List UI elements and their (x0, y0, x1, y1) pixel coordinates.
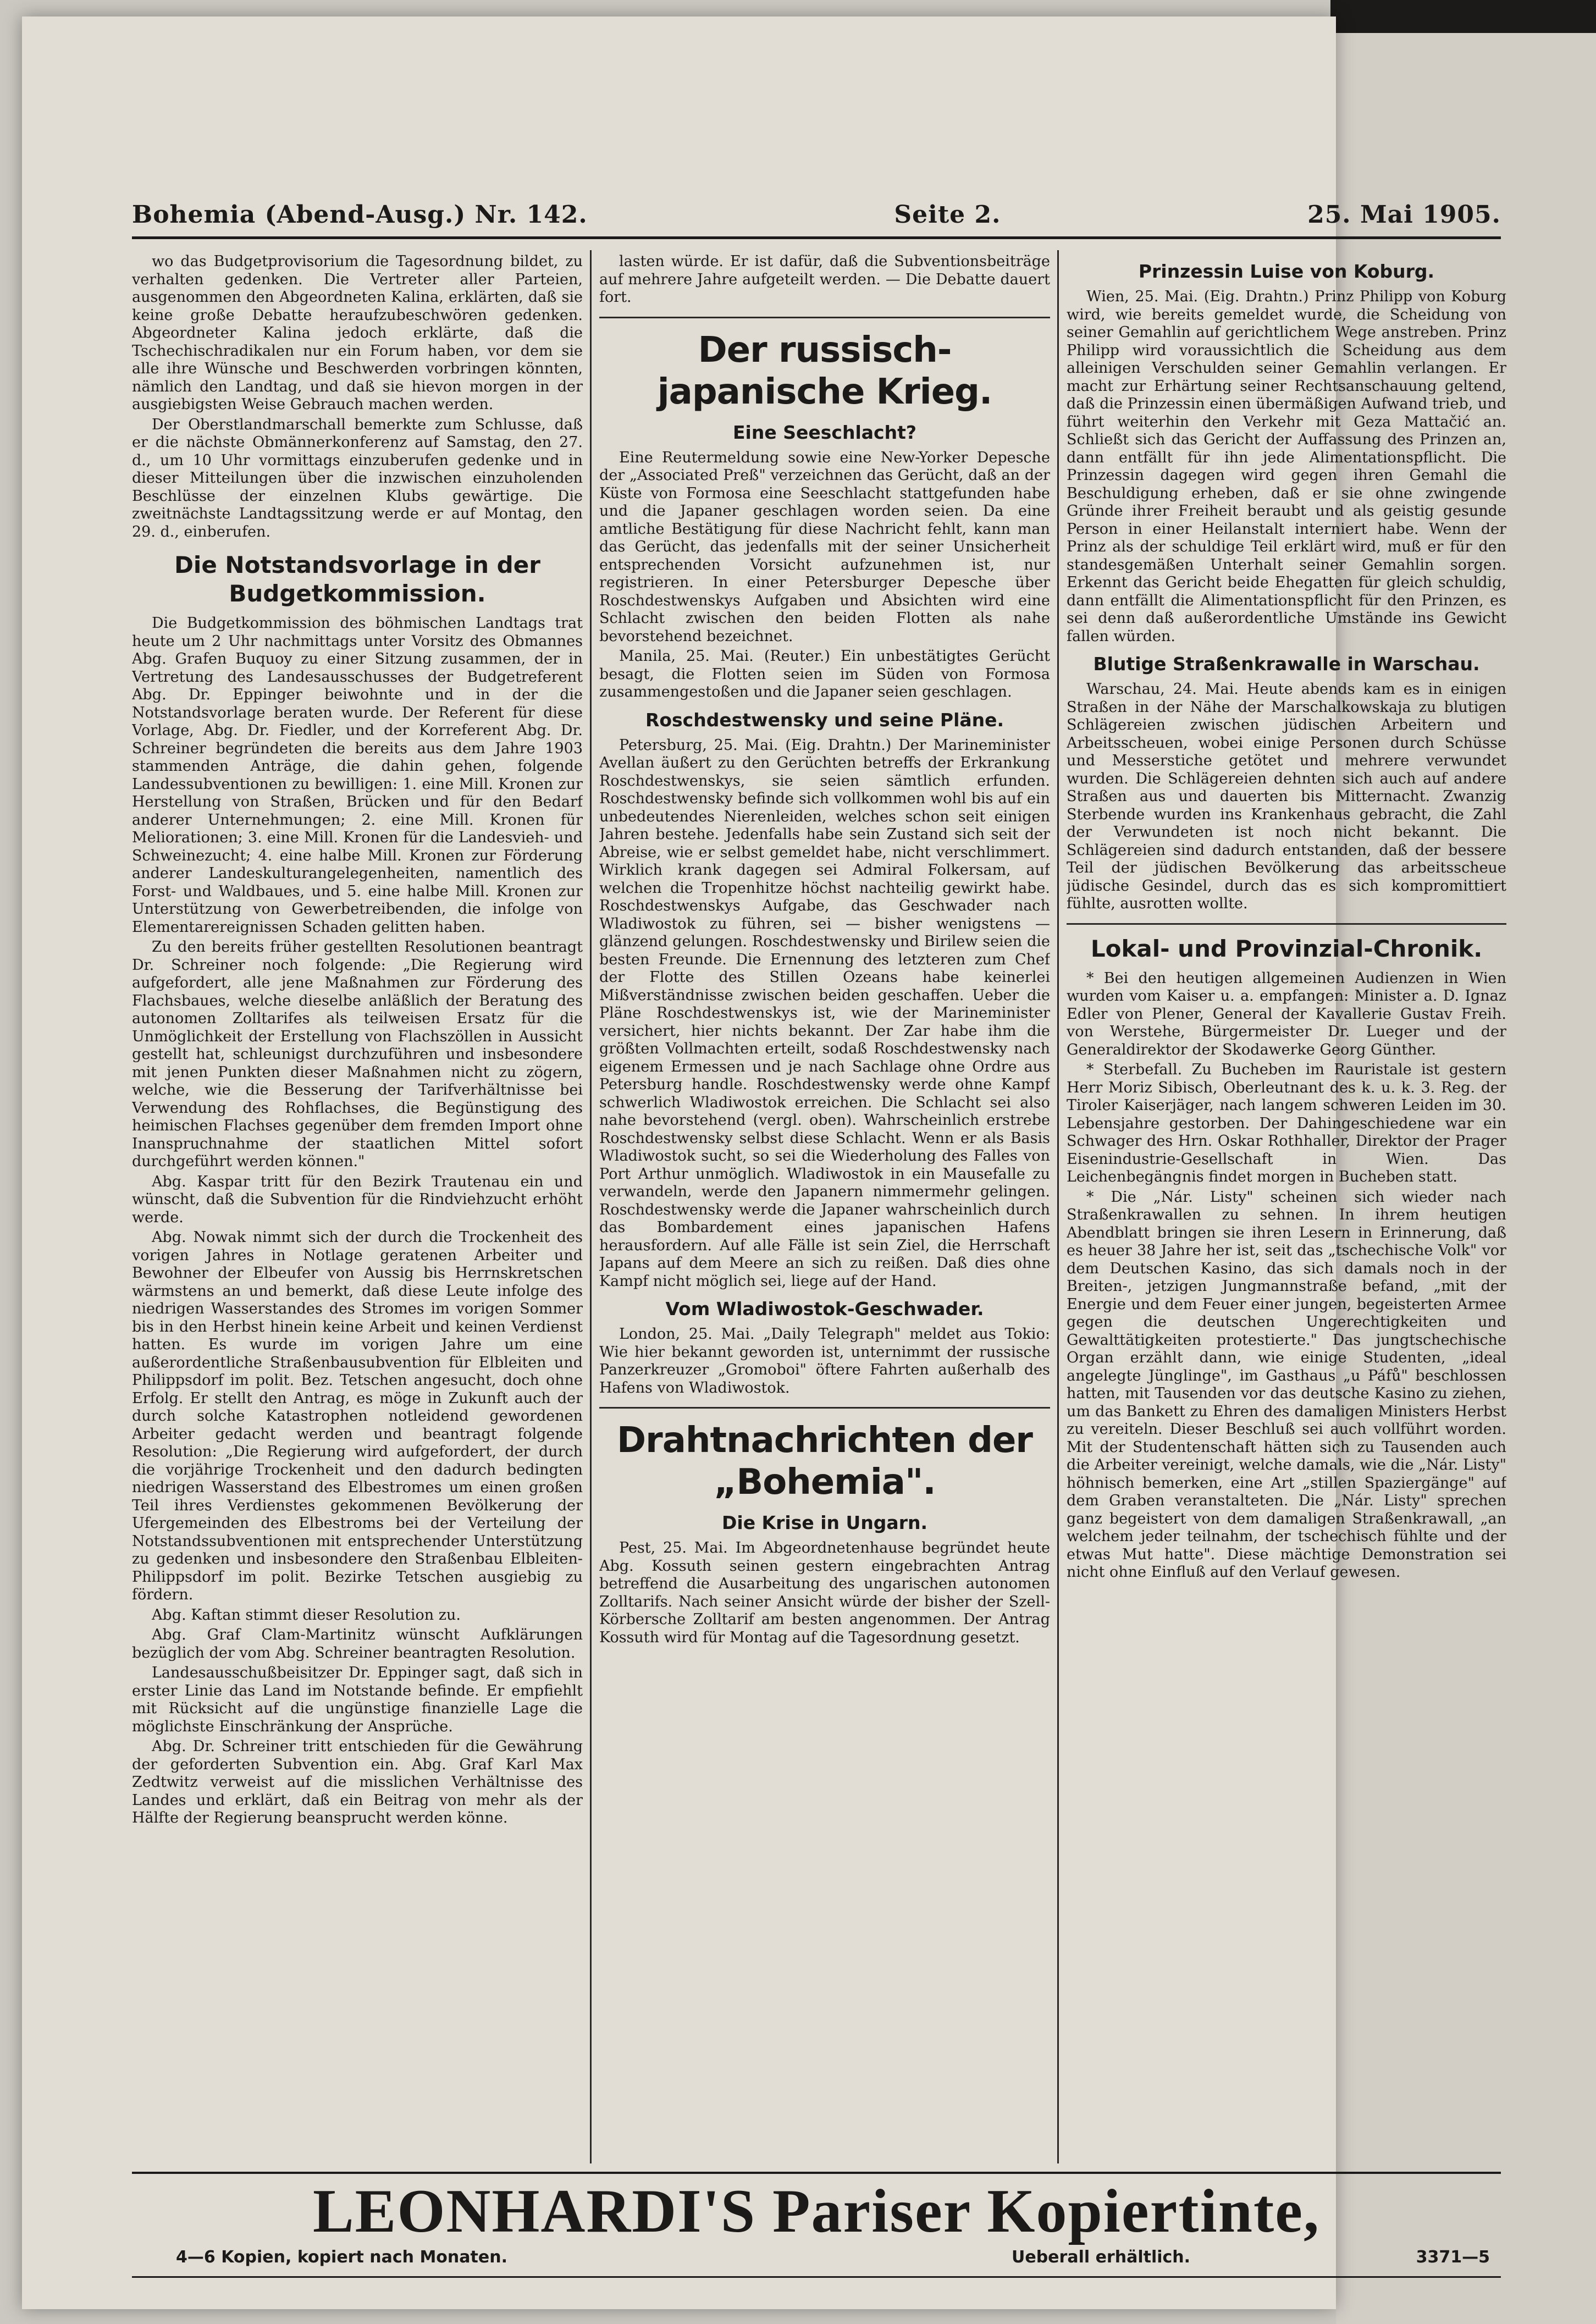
article-paragraph: wo das Budgetprovisorium die Tagesordnung bildet, zu verhalten gedenken. Die Vertreter aller Parteien, ausgenommen den Abgeordneten Kalina, erklärten, daß sie keine große Debatte heraufzubeschwören gedenken. Abgeordneter Kalina jedoch erklärte, daß die Tschechischradikalen nur ein Forum haben, vor dem sie alle ihre Wünsche und Beschwerden vorbringen könnten, nämlich den Landtag, und daß sie hievon morgen in der ausgiebigsten Weise Gebrauch machen werden. (132, 253, 583, 413)
subheading: Vom Wladiwostok-Geschwader. (665, 1298, 984, 1320)
ad-tagline: 4—6 Kopien, kopiert nach Monaten. (176, 2248, 507, 2267)
article-paragraph: lasten würde. Er ist dafür, daß die Subventionsbeiträge auf mehrere Jahre aufgeteilt werden. — Die Debatte dauert fort. (599, 253, 1050, 306)
section-rule (1067, 923, 1506, 925)
advertisement-title: LEONHARDI'S Pariser Kopiertinte, (312, 2177, 1321, 2245)
article-paragraph: Eine Reutermeldung sowie eine New-Yorker Depesche der „Associated Preß" verzeichnen das Gerücht, daß an der Küste von Formosa eine Seeschlacht stattgefunden habe und die Japaner geschlagen worden seien. Da eine amtliche Bestätigung für diese Nachricht fehlt, kann man das Gerücht, das jedenfalls mit der seiner Unsicherheit entsprechenden Vorsicht aufzunehmen ist, nur registrieren. In einer Petersburger Depesche über Roschdestwenskys Aufgaben und Absichten wird eine Schlacht zwischen den beiden Flotten als nahe bevorstehend bezeichnet. (599, 449, 1050, 645)
header-masthead: Bohemia (Abend-Ausg.) Nr. 142. (132, 200, 588, 229)
article-paragraph: Abg. Dr. Schreiner tritt entschieden für die Gewährung der geforderten Subvention ein. Abg. Graf Karl Max Zedtwitz verweist auf die misslichen Verhältnisse des Landes und erklärt, daß ein Beitrag von mehr als der Hälfte der Regierung beansprucht werden könne. (132, 1738, 583, 1826)
article-paragraph: Landesausschußbeisitzer Dr. Eppinger sagt, daß sich in erster Linie das Land im Notstande befinde. Er empfiehlt mit Rücksicht auf die ungünstige finanzielle Lage die möglichste Einschränkung der Ansprüche. (132, 1664, 583, 1735)
section-heading: Lokal- und Provinzial-Chronik. (1090, 935, 1483, 962)
article-paragraph: Abg. Graf Clam-Martinitz wünscht Aufklärungen bezüglich der vom Abg. Schreiner beantragten Resolution. (132, 1626, 583, 1661)
column-2 (599, 253, 1050, 2177)
header-page-number: Seite 2. (894, 200, 1001, 229)
ad-rule (132, 2172, 1501, 2174)
scan-shadow (1330, 0, 1596, 33)
section-rule (599, 1407, 1050, 1409)
ad-rule (132, 2276, 1501, 2278)
subheading: Roschdestwensky und seine Pläne. (645, 709, 1004, 731)
article-paragraph: Manila, 25. Mai. (Reuter.) Ein unbestätigtes Gerücht besagt, die Flotten seien im Süden von Formosa zusammengestoßen und die Japaner seien geschlagen. (599, 648, 1050, 700)
section-heading: Die Notstandsvorlage in der Budgetkommission. (174, 551, 540, 607)
article-paragraph: Abg. Kaspar tritt für den Bezirk Trautenau ein und wünscht, daß die Subvention für die Rindviehzucht erhöht werde. (132, 1173, 583, 1226)
article-paragraph: Pest, 25. Mai. Im Abgeordnetenhause begründet heute Abg. Kossuth seinen gestern eingebrachten Antrag betreffend die Ausarbeitung des ungarischen autonomen Zolltarifs. Nach seiner Ansicht würde der bisher der Szell-Körbersche Zolltarif am besten angenommen. Der Antrag Kossuth wird für Montag auf die Tagesordnung gesetzt. (599, 1539, 1050, 1646)
article-paragraph: Die Budgetkommission des böhmischen Landtags trat heute um 2 Uhr nachmittags unter Vorsitz des Obmannes Abg. Grafen Buquoy zu einer Sitzung zusammen, der in Vertretung des Landesausschusses der Budgetreferent Abg. Dr. Eppinger beiwohnte und in der die Notstandsvorlage beraten wurde. Der Referent für diese Vorlage, Abg. Dr. Fiedler, und der Korreferent Abg. Dr. Schreiner begründeten die bereits aus dem Jahre 1903 stammenden Anträge, die dahin gehen, folgende Landessubventionen zu bewilligen: 1. eine Mill. Kronen zur Herstellung von Straßen, Brücken und für den Bedarf anderer Unternehmungen; 2. eine Mill. Kronen für Meliorationen; 3. eine Mill. Kronen für die Landesvieh- und Schweinezucht; 4. eine halbe Mill. Kronen zur Förderung anderer Landeskulturangelegenheiten, namentlich des Forst- und Waldbaues, und 5. eine halbe Mill. Kronen zur Unterstützung von Gewerbetreibenden, die infolge von Elementarereignissen Schaden gelitten haben. (132, 615, 583, 936)
article-paragraph: * Sterbefall. Zu Bucheben im Rauristale ist gestern Herr Moriz Sibisch, Oberleutnant des k. u. k. 3. Reg. der Tiroler Kaiserjäger, nach langem schweren Leiden im 30. Lebensjahre gestorben. Der Dahingeschiedene war ein Schwager des Hrn. Oskar Rothhaller, Direktor der Prager Eisenindustrie-Gesellschaft in Wien. Das Leichenbegängnis findet morgen in Bucheben statt. (1067, 1061, 1506, 1185)
article-paragraph: London, 25. Mai. „Daily Telegraph" meldet aus Tokio: Wie hier bekannt geworden ist, unternimmt der russische Panzerkreuzer „Gromoboi" öftere Fahrten außerhalb des Hafens von Wladiwostok. (599, 1326, 1050, 1396)
subheading: Blutige Straßenkrawalle in Warschau. (1093, 653, 1480, 675)
article-paragraph: Zu den bereits früher gestellten Resolutionen beantragt Dr. Schreiner noch folgende: „Die Regierung wird aufgefordert, alle jene Maßnahmen zur Förderung des Flachsbaues, welche dieselbe anläßlich der Beratung des autonomen Zolltarifes als teilweisen Ersatz für die Unmöglichkeit der Erstellung von Flachszöllen in Aussicht gestellt hat, schleunigst durchzuführen und insbesondere mit jenen Punkten dieser Maßnahmen nicht zu zögern, welche, wie die Besserung der Tarifverhältnisse bei Verwendung des Rohflachses, die Begünstigung des heimischen Flachses gegenüber dem fremden Import ohne Inanspruchnahme der staatlichen Mittel sofort durchgeführt werden können." (132, 939, 583, 1170)
ad-code: 3371—5 (1416, 2248, 1490, 2267)
subheading: Die Krise in Ungarn. (721, 1512, 928, 1533)
subheading: Eine Seeschlacht? (733, 421, 916, 443)
article-paragraph: * Die „Nár. Listy" scheinen sich wieder nach Straßenkrawallen zu sehnen. In ihrem heutigen Abendblatt bringen sie ihren Lesern in Erinnerung, daß es heuer 38 Jahre her ist, seit das „tschechische Volk" vor dem Deutschen Kasino, das sich damals noch in der Breiten-, jetzigen Jungmannstraße befand, „mit der Energie und dem Feuer einer jungen, begeisterten Armee gegen die deutschen Ungerechtigkeiten und Gewalttätigkeiten protestierte." Das jungtschechische Organ erzählt dann, wie einige Studenten, „ideal angelegte Jünglinge", im Gasthaus „u Páfů" beschlossen hatten, mit Tausenden vor das deutsche Kasino zu ziehen, um das Bankett zu Ehren des damaligen Ministers Herbst zu vereiteln. Dieser Beschluß sei auch vollführt worden. Mit der Studentenschaft hätten sich zu Tausenden auch die Arbeiter vereinigt, welche damals, wie die „Nár. Listy" höhnisch bemerken, eine Art „stillen Spaziergänge" auf dem Graben veranstalteten. Die „Nár. Listy" sprechen ganz begeistert von dem damaligen Straßenkrawall, „an welchem jeder teilnahm, der tschechisch fühlte und der etwas Mut hatte". Diese mächtige Demonstration sei nicht ohne Einfluß auf den Verlauf gewesen. (1067, 1188, 1506, 1581)
advertisement-footer (132, 2248, 1501, 2270)
article-paragraph: * Bei den heutigen allgemeinen Audienzen in Wien wurden vom Kaiser u. a. empfangen: Minister a. D. Ignaz Edler von Plener, General der Kavallerie Gustav Freih. von Werstehe, Bürgermeister Dr. Lueger und der Generaldirektor der Skodawerke Georg Günther. (1067, 969, 1506, 1058)
column-divider (1057, 250, 1059, 2163)
war-heading: Der russisch-japanische Krieg. (657, 329, 992, 412)
column-divider (590, 250, 592, 2163)
telegraph-heading: Drahtnachrichten der „Bohemia". (617, 1420, 1032, 1503)
header-date: 25. Mai 1905. (1307, 200, 1501, 229)
article-paragraph: Wien, 25. Mai. (Eig. Drahtn.) Prinz Philipp von Koburg wird, wie bereits gemeldet wurde, die Scheidung von seiner Gemahlin auf gerichtlichem Wege anstreben. Prinz Philipp wird voraussichtlich die Scheidung aus dem alleinigen Verschulden seiner Gemahlin verlangen. Er macht zur Erhärtung seiner Rechtsanschauung geltend, daß die Prinzessin einen übermäßigen Aufwand trieb, und führt weiterhin den Verkehr mit Geza Mattačić an. Schließt sich das Gericht der Auffassung des Prinzen an, dann entfällt für ihn jede Alimentationspflicht. Die Prinzessin dagegen wird gegen ihren Gemahl die Beschuldigung erheben, daß er sie ohne zwingende Gründe ihrer Freiheit beraubt und als geistig gesunde Person in einer Heilanstalt interniert habe. Wenn der Prinz als der schuldige Teil erklärt wird, muß er für den standesgemäßen Unterhalt seiner Gemahlin sorgen. Erkennt das Gericht beide Ehegatten für gleich schuldig, dann entfällt die Alimentationspflicht für den Prinzen, es sei denn daß außerordentliche Umstände ins Gewicht fallen würden. (1067, 288, 1506, 645)
page-header (132, 195, 1501, 234)
ad-availability: Ueberall erhältlich. (1012, 2248, 1191, 2267)
column-1 (132, 253, 583, 2177)
column-3 (1067, 253, 1506, 2177)
article-paragraph: Petersburg, 25. Mai. (Eig. Drahtn.) Der Marineminister Avellan äußert zu den Gerüchten betreffs der Erkrankung Roschdestwenskys, sie seien sämtlich erfunden. Roschdestwensky befinde sich vollkommen wohl bis auf ein unbedeutendes Nierenleiden, welches schon seit einigen Jahren bestehe. Jedenfalls habe sein Zustand sich seit der Abreise, wie er selbst gemeldet habe, nicht verschlimmert. Wirklich krank dagegen sei Admiral Folkersam, auf welchen die Tropenhitze höchst nachteilig gewirkt habe. Roschdestwenskys Aufgabe, das Geschwader nach Wladiwostok zu führen, sei — bisher wenigstens — glänzend gelungen. Roschdestwensky und Birilew seien die besten Freunde. Die Ernennung des letzteren zum Chef der Flotte des Stillen Ozeans habe keinerlei Mißverständnisse zwischen beiden geschaffen. Ueber die Pläne Roschdestwenskys ist, wie der Marineminister versichert, hier nichts bekannt. Der Zar habe ihm die größten Vollmachten erteilt, sodaß Roschdestwensky nach eigenem Ermessen und je nach Sachlage ohne Ordre aus Petersburg handle. Roschdestwensky werde ohne Kampf schwerlich Wladiwostok erreichen. Die Schlacht sei also nahe bevorstehend (vergl. oben). Wahrscheinlich erstrebe Roschdestwensky selbst diese Schlacht. Wenn er als Basis Wladiwostok sucht, so sei die Wiederholung des Falles von Port Arthur unmöglich. Wladiwostok in ein Mausefalle zu verwandeln, werde den Japanern nimmermehr gelingen. Roschdestwensky werde die Japaner wahrscheinlich durch das Bombardement eines japanischen Hafens herausfordern. Auf alle Fälle ist sein Ziel, die Herrschaft Japans auf dem Meere an sich zu reißen. Daß dies ohne Kampf nicht möglich sei, liege auf der Hand. (599, 736, 1050, 1290)
header-rule (132, 236, 1501, 239)
section-rule (599, 317, 1050, 318)
article-paragraph: Der Oberstlandmarschall bemerkte zum Schlusse, daß er die nächste Obmännerkonferenz auf Samstag, den 27. d., um 10 Uhr vormittags einzuberufen gedenke und in dieser Mitteilungen über die inzwischen einzuholenden Beschlüsse der einzelnen Klubs gewärtige. Die zweitnächste Landtagssitzung werde er auf Montag, den 29. d., einberufen. (132, 416, 583, 540)
article-paragraph: Warschau, 24. Mai. Heute abends kam es in einigen Straßen in der Nähe der Marschalkowskaja zu blutigen Schlägereien zwischen jüdischen Arbeitern und Arbeitsscheuen, wobei einige Personen durch Schüsse und Messerstiche getötet und mehrere verwundet wurden. Die Schlägereien dehnten sich auch auf andere Straßen aus und dauerten bis Mitternacht. Zwanzig Sterbende wurden ins Krankenhaus gebracht, die Zahl der Verwundeten ist noch nicht bekannt. Die Schlägereien sind dadurch entstanden, daß der bessere Teil der jüdischen Bevölkerung das arbeitsscheue jüdische Gesindel, durch das es sich kompromittiert fühlte, ausrotten wollte. (1067, 681, 1506, 912)
article-paragraph: Abg. Kaftan stimmt dieser Resolution zu. (152, 1606, 461, 1624)
subheading: Prinzessin Luise von Koburg. (1138, 261, 1435, 282)
article-paragraph: Abg. Nowak nimmt sich der durch die Trockenheit des vorigen Jahres in Notlage geratenen Arbeiter und Bewohner der Elbeufer von Aussig bis Herrnskretschen wärmstens an und bemerkt, daß diese Leute infolge des niedrigen Wasserstandes des Stromes im vorigen Sommer bis in den Herbst hinein keine Arbeit und keinen Verdienst hatten. Es wurde im vorigen Jahre um eine außerordentliche Straßenbausubvention für Elbleiten und Philippsdorf im polit. Bez. Tetschen angesucht, doch ohne Erfolg. Er stellt den Antrag, es möge in Zukunft auch der durch solche Katastrophen notleidend gewordenen Arbeiter gedacht werden und beantragt folgende Resolution: „Die Regierung wird aufgefordert, der durch die vorjährige Trockenheit und den dadurch bedingten niedrigen Wasserstand des Elbestromes um einen großen Teil ihres Verdienstes gekommenen Bevölkerung der Ufergemeinden des Elbestroms bei der Verteilung der Notstandssubventionen mit entsprechender Unterstützung zu gedenken und insbesondere den Straßenbau Elbleiten-Philippsdorf im polit. Bezirke Tetschen ausgiebig zu fördern. (132, 1229, 583, 1603)
